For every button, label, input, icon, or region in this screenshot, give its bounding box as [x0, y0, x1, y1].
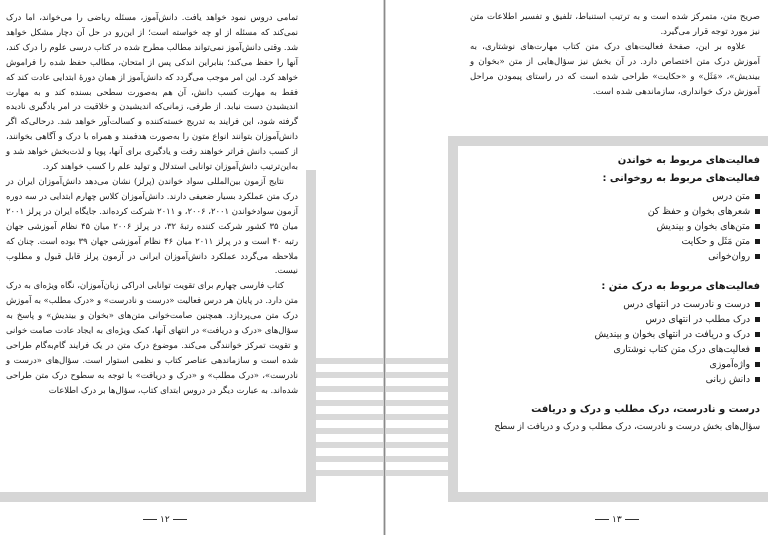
- section-title: فعالیت‌های مربوط به خواندن: [617, 155, 760, 166]
- right-page-stripe: [386, 428, 448, 434]
- left-page-number-text: ۱۲: [160, 515, 170, 525]
- left-page-stripe: [316, 358, 384, 364]
- comprehension-list: [470, 297, 760, 387]
- right-paragraph-1: صریح متن، متمرکز شده است و به ترتیب استنباط، تلفیق و تفسیر اطلاعات متن نیز مورد توجه قرار می‌گیرد.: [470, 12, 760, 37]
- right-page-stripe: [386, 400, 448, 406]
- left-page-stripe: [316, 470, 384, 476]
- left-page-stripe: [316, 428, 384, 434]
- list-item: متن درس: [470, 189, 760, 204]
- right-page-intro: [470, 10, 760, 99]
- left-page-stripe: [316, 414, 384, 420]
- list-item: فعالیت‌های درک متن کتاب نوشتاری: [470, 342, 760, 357]
- fluency-list: [470, 189, 760, 264]
- right-page-stripe: [386, 386, 448, 392]
- left-page-stripe: [316, 400, 384, 406]
- list-item: متن‌های بخوان و بیندیش: [470, 219, 760, 234]
- left-page-stripe: [316, 372, 384, 378]
- list-item: درک مطلب در انتهای درس: [470, 312, 760, 327]
- right-page-stripe: [386, 358, 448, 364]
- left-paragraph-1: تمامی دروس نمود خواهد یافت. دانش‌آموز، مسئله ریاضی را می‌خواند، اما درک نمی‌کند که مسئله از او چه خواسته است؛ از این‌رو در حل آن دچار مشکل خواهد شد. وقتی دانش‌آموز نمی‌تواند مطالب مطرح شده در کتاب درسی علوم را درک کند، آنها را حفظ می‌کند؛ بنابراین اندکی پس از امتحان، مطالب حفظ شده را فراموش خواهد کرد. این امر موجب می‌گردد که دانش‌آموز از همان دورهٔ ابتدایی عادت کند که فقط به مهارت کسب دانش، آن هم به‌صورت سطحی بسنده کند و به مهارت اندیشیدن دست نیابد. از طرفی، زمانی‌که اندیشیدن و خلاقیت در امر یادگیری نادیده گرفته شود، این فرایند به تدریج خسته‌کننده و کسالت‌آور خواهد شد. درحالی‌که اگر دانش‌آموزان بتوانند انواع متون را به‌صورت هدفمند و همراه با درک و آگاهی بخوانند، از کسب دانش فراتر خواهند رفت و یادگیری برای آنها، پویا و لذت‌بخش خواهد شد و به‌این‌ترتیب دانش‌آموزان توانایی استدلال و تولید علم را کسب خواهند کرد.: [6, 12, 298, 172]
- left-page-body: [6, 10, 298, 398]
- reading-activities-section: [470, 154, 760, 435]
- left-page-stripe: [316, 386, 384, 392]
- right-page-frame-top: [448, 136, 768, 146]
- right-page-stripe: [386, 414, 448, 420]
- right-page-stripe: [386, 470, 448, 476]
- right-page-frame-bottom: [448, 492, 768, 502]
- sub-title: درست و نادرست، درک مطلب و درک و دریافت: [531, 403, 760, 415]
- left-paragraph-3: کتاب فارسی چهارم برای تقویت توانایی ادراکی زبان‌آموزان، نگاه ویژه‌ای به درک متن دارد. در پایان هر درس فعالیت «درست و نادرست» و «درک مطلب» به آموزش درک متن می‌پردازد. همچنین صامت‌خوانی متن‌های «بخوان و بیندیش» و پاسخ به سؤال‌های «درک و دریافت» در انتهای آنها، کمک ویژه‌ای به ایجاد عادت صامت خوانی و تقویت تمرکز خوانندگی می‌کند. موضوع درک متن در یک فرایند گام‌به‌گام طراحی شده است و سازماندهی عناصر کتاب و نظمی استوار است. سؤال‌های «درست و نادرست»، «درک مطلب» و «درک و دریافت» با توجه به سطوح درک متن طراحی شده‌اند. به عبارت دیگر در دروس ابتدای کتاب، سؤال‌ها بر درک اطلاعات: [6, 280, 298, 395]
- list-item: درک و دریافت در انتهای بخوان و بیندیش: [470, 327, 760, 342]
- left-page-number: [140, 515, 190, 525]
- left-page-frame-vertical: [306, 170, 316, 498]
- right-page-stripe: [386, 372, 448, 378]
- fluency-title: فعالیت‌های مربوط به روخوانی :: [602, 172, 760, 184]
- list-item: متن مَثَل و حکایت: [470, 234, 760, 249]
- right-page-stripe: [386, 442, 448, 448]
- comprehension-title: فعالیت‌های مربوط به درک متن :: [601, 280, 760, 292]
- left-page-stripe: [316, 442, 384, 448]
- list-item: واژه‌آموزی: [470, 357, 760, 372]
- left-page-stripe: [316, 456, 384, 462]
- right-page-stripe: [386, 456, 448, 462]
- right-paragraph-2: علاوه بر این، صفحهٔ فعالیت‌های درک متن کتاب مهارت‌های نوشتاری، به آموزش درک متن اختصاص دارد. در آن بخش نیز سؤال‌هایی از متن «بخوان و بیندیش»، «مَثَل» و «حکایت» طراحی شده است که در راستای پیمودن مراحل آموزش درک خوانداری، سازماندهی شده است.: [470, 41, 760, 97]
- right-page-number: [592, 515, 642, 525]
- left-paragraph-2: نتایج آزمون بین‌المللی سواد خواندن (پرلز) نشان می‌دهد دانش‌آموزان ایران در درک متن عملکرد بسیار ضعیفی دارند. دانش‌آموزان کلاس چهارم ابتدایی در سه دوره آزمون سوادخواندن ۲۰۰۱، ۲۰۰۶، و ۲۰۱۱ شرکت کرده‌اند. جایگاه ایران در پرلز ۲۰۰۱ میان ۳۵ کشور شرکت کننده رتبهٔ ۳۲، در پرلز ۲۰۰۶ میان ۴۵ نظام آموزشی جهان رتبه ۴۰ است و در پرلز ۲۰۱۱ میان ۴۶ نظام آموزشی جهان ۳۹ بوده است. چنان که ملاحظه می‌گردد عملکرد دانش‌آموزان ایرانی در آزمون پرلز قابل قبول و مطلوب نیست.: [6, 175, 298, 276]
- left-page-frame-bottom: [0, 492, 316, 502]
- list-item: درست و نادرست در انتهای درس: [470, 297, 760, 312]
- list-item: شعرهای بخوان و حفظ کن: [470, 204, 760, 219]
- right-page-number-text: ۱۳: [612, 515, 622, 525]
- list-item: روان‌خوانی: [470, 249, 760, 264]
- right-last-line: سؤال‌های بخش درست و نادرست، درک مطلب و درک و دریافت از سطح: [494, 421, 760, 432]
- list-item: دانش زبانی: [470, 372, 760, 387]
- right-page-frame-vertical: [448, 136, 458, 502]
- right-page: [386, 0, 768, 535]
